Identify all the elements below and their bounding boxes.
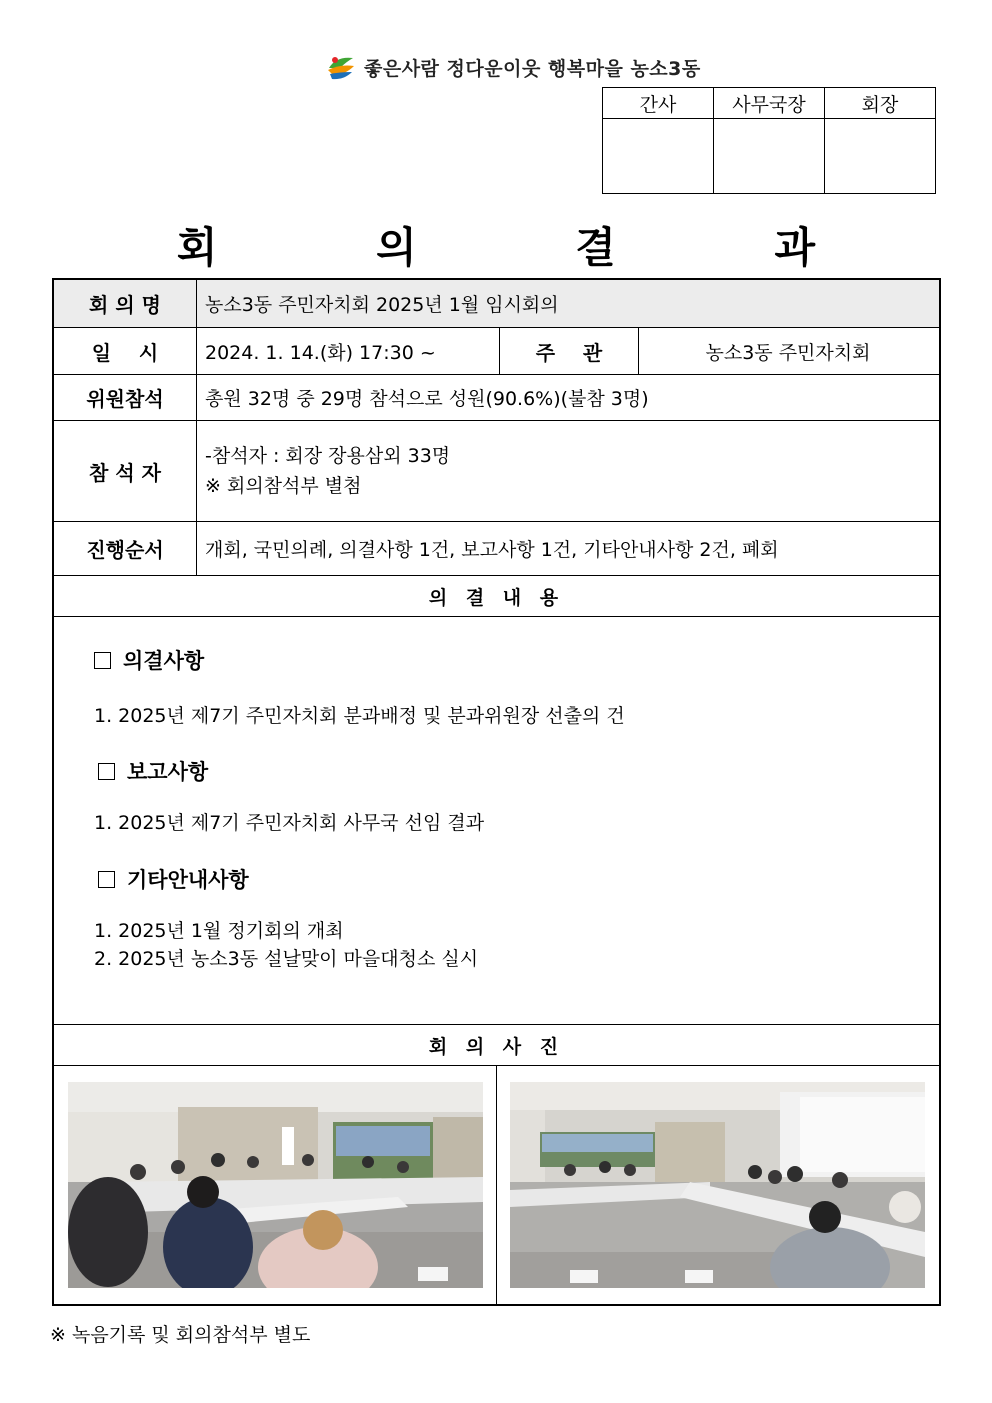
- checkbox-icon: [98, 763, 115, 780]
- agenda-value: 개회, 국민의례, 의결사항 1건, 보고사항 1건, 기타안내사항 2건, 폐회: [205, 539, 779, 561]
- attendees-value: [196, 421, 939, 521]
- meeting-photo-1: [68, 1082, 483, 1288]
- list-item: 1. 2025년 제7기 주민자치회 사무국 선임 결과: [94, 812, 485, 834]
- host-label: 주 관: [499, 328, 639, 374]
- approval-col-director: 사무국장: [714, 88, 825, 119]
- others-heading: [98, 864, 249, 894]
- checkbox-icon: [98, 871, 115, 888]
- resolution-content: [54, 617, 939, 1025]
- photo-section-header: 회 의 사 진: [54, 1025, 939, 1066]
- approval-col-president: 회장: [825, 88, 936, 119]
- footnote: ※ 녹음기록 및 회의참석부 별도: [50, 1324, 311, 1346]
- meeting-result-form: [52, 278, 941, 1306]
- host-value: 농소3동 주민자치회: [705, 341, 871, 364]
- resolutions-title: 의결사항: [123, 649, 205, 673]
- attendees-row: [54, 421, 939, 522]
- resolution-section-header: 의 결 내 용: [54, 576, 939, 617]
- agenda-label: 진행순서: [54, 522, 197, 575]
- reports-title: 보고사항: [127, 760, 209, 784]
- date-row: [54, 328, 939, 375]
- list-item: 2. 2025년 농소3동 설날맞이 마을대청소 실시: [94, 948, 479, 970]
- approval-table: [602, 87, 936, 194]
- reports-heading: [98, 756, 208, 786]
- signature-cell-secretary[interactable]: [603, 119, 714, 194]
- meeting-photo-2: [510, 1082, 925, 1288]
- attendees-label: 참 석 자: [54, 421, 197, 521]
- approval-col-secretary: 간사: [603, 88, 714, 119]
- photo-section: [54, 1066, 939, 1304]
- attendees-line: -참석자 : 회장 장용삼외 33명: [205, 445, 451, 467]
- resolutions-heading: [94, 645, 204, 675]
- list-item: 1. 2025년 1월 정기회의 개최: [94, 920, 344, 942]
- date-value: 2024. 1. 14.(화) 17:30 ~: [205, 341, 436, 364]
- meeting-name-value: 농소3동 주민자치회 2025년 1월 임시회의: [205, 294, 559, 316]
- checkbox-icon: [94, 652, 111, 669]
- leaf-logo-icon: [326, 52, 356, 82]
- header-logo: [326, 50, 701, 84]
- signature-cell-director[interactable]: [714, 119, 825, 194]
- meeting-name-label: 회 의 명: [54, 280, 197, 327]
- photo-divider: [496, 1066, 497, 1304]
- attendees-note: ※ 회의참석부 별첨: [205, 475, 362, 497]
- attendance-value: 총원 32명 중 29명 참석으로 성원(90.6%)(불참 3명): [205, 388, 649, 410]
- agenda-row: [54, 522, 939, 576]
- date-label: 일 시: [54, 328, 197, 374]
- others-title: 기타안내사항: [127, 868, 249, 892]
- signature-cell-president[interactable]: [825, 119, 936, 194]
- attendance-label: 위원참석: [54, 375, 197, 420]
- attendance-row: [54, 375, 939, 421]
- list-item: 1. 2025년 제7기 주민자치회 분과배정 및 분과위원장 선출의 건: [94, 705, 625, 727]
- page-title: 회 의 결 과: [176, 223, 888, 272]
- meeting-name-row: [54, 280, 939, 328]
- slogan-text: 좋은사람 정다운이웃 행복마을 농소3동: [364, 57, 701, 80]
